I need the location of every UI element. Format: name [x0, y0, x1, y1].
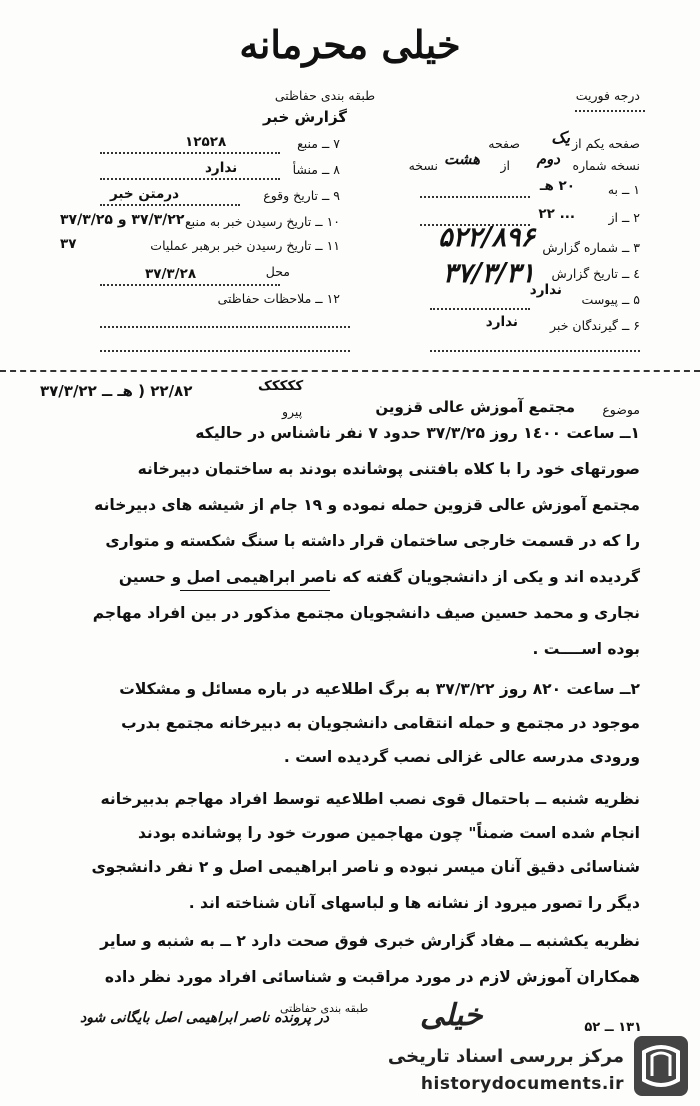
- body-line: نظریه یکشنبه ــ مفاد گزارش خبری فوق صحت دارد ۲ ــ به شنبه و سایر: [100, 932, 640, 950]
- body-line: را که در قسمت خارجی ساختمان قرار داشته با سنگ شکسته و متواری: [105, 532, 640, 550]
- body-line: انجام شده است ضمناً" چون مهاجمین صورت خود را پوشانده بودند: [137, 824, 640, 842]
- copy-number-label: نسخه شماره: [572, 158, 640, 173]
- field-date-value: درمتن خبر: [110, 186, 180, 202]
- dots: [100, 350, 350, 352]
- field-origin-value: ندارد: [205, 160, 238, 176]
- field-received-source-label: ۱۰ ــ تاریخ رسیدن خبر به منبع: [185, 214, 340, 229]
- dots: [430, 308, 530, 310]
- urgency-dots: [575, 110, 645, 112]
- dots: [100, 326, 350, 328]
- field-to-value: ۲۰ هـ: [539, 178, 575, 194]
- subject-sub-label: پیرو: [282, 404, 303, 419]
- report-date-handwritten: ۳۷/۳/۳۱: [442, 258, 535, 289]
- attachment-value: ندارد: [529, 282, 562, 298]
- field-security-notes-label: ۱۲ ــ ملاحظات حفاظتی: [217, 291, 340, 306]
- document-title: خیلی محرمانه: [239, 22, 461, 67]
- copy-total-handwritten: هشت: [443, 150, 480, 168]
- report-type: گزارش خبر: [262, 108, 348, 126]
- field-from-value: ۲۲ ...: [538, 206, 575, 222]
- body-line: ۱ــ ساعت ۱٤۰۰ روز ۳۷/۳/۲۵ حدود ۷ نفر ناشناس در حالیکه: [195, 424, 640, 442]
- body-line: نظریه شنبه ــ باحتمال قوی نصب اطلاعیه توسط افراد مهاجم بدبیرخانه: [100, 790, 640, 808]
- copy-of-label: از: [500, 158, 510, 173]
- copy-number-handwritten: دوم: [536, 150, 560, 168]
- field-origin-label: ۸ ــ منشأ: [292, 162, 340, 177]
- section-divider: [0, 370, 700, 372]
- archive-logo: [634, 1036, 688, 1096]
- urgency-label: درجه فوریت: [575, 88, 640, 103]
- subject-code: ۲۲/۸۲ ( هـ ــ ۳۷/۳/۲۲: [40, 382, 193, 400]
- field-place-label: محل: [265, 264, 290, 279]
- page-count-suffix: صفحه: [488, 136, 520, 151]
- body-line: صورتهای خود را با کلاه بافتنی پوشانده بودند به ساختمان دبیرخانه: [137, 460, 640, 478]
- field-from-label: ۲ ــ از: [608, 210, 640, 225]
- body-line: ۲ــ ساعت ۸۲۰ روز ۳۷/۳/۲۲ به برگ اطلاعیه در باره مسائل و مشکلات: [119, 680, 640, 698]
- report-date-label: ٤ ــ تاریخ گزارش: [551, 266, 640, 281]
- page-count-label: صفحه یکم از: [572, 136, 640, 151]
- dots: [100, 152, 280, 154]
- field-to-label: ۱ ــ به: [607, 182, 640, 197]
- field-source-value: ۱۲۵۲۸: [185, 134, 227, 150]
- report-number-label: ۳ ــ شماره گزارش: [542, 240, 640, 255]
- field-date-label: ۹ ــ تاریخ وقوع: [263, 188, 340, 203]
- dots: [430, 350, 640, 352]
- bottom-security-stamp: طبقه بندی حفاظتی: [280, 1002, 369, 1015]
- body-line: همکاران آموزش لازم در مورد مراقبت و شناسائی افراد مورد نظر داده: [104, 968, 640, 986]
- body-line: نجاری و محمد حسین صیف دانشجویان مجتمع مذکور در بین افراد مهاجم: [92, 604, 640, 622]
- classification-label: طبقه بندی حفاظتی: [274, 88, 376, 103]
- field-source-label: ۷ ــ منبع: [297, 136, 340, 151]
- field-received-leader-value: ۳۷: [60, 236, 77, 252]
- body-line: بوده اســــت .: [532, 640, 640, 658]
- archive-logo-icon: [634, 1036, 688, 1096]
- dots: [420, 196, 530, 198]
- report-number-handwritten: ۵۲۲/۸۹۶: [438, 222, 535, 253]
- body-line: مجتمع آموزش عالی قزوین حمله نموده و ۱۹ جام از شیشه های دبیرخانه: [94, 496, 640, 514]
- footer-website: historydocuments.ir: [420, 1074, 624, 1094]
- body-line: موجود در مجتمع و حمله انتقامی دانشجویان به دبیرخانه مجتمع بدرب: [121, 714, 640, 732]
- copy-suffix: نسخه: [408, 158, 438, 173]
- attachment-label: ۵ ــ پیوست: [581, 292, 640, 307]
- body-line: ورودی مدرسه عالی غزالی نصب گردیده است .: [283, 748, 640, 766]
- subject-text: مجتمع آموزش عالی قزوین: [375, 398, 575, 416]
- body-line: شناسائی دقیق آنان میسر نبوده و ناصر ابراهیمی اصل و ۲ نفر دانشجوی: [91, 858, 640, 876]
- dots: [100, 178, 280, 180]
- body-line: گردیده اند و یکی از دانشجویان گفته که ناصر ابراهیمی اصل و حسین: [118, 568, 640, 586]
- subject-code-mark: ککککک: [258, 378, 304, 394]
- recipients-label: ۶ ــ گیرندگان خبر: [550, 318, 640, 333]
- dots: [100, 204, 240, 206]
- name-underline: [180, 590, 330, 591]
- field-received-leader-label: ۱۱ ــ تاریخ رسیدن خبر برهبر عملیات: [150, 238, 340, 253]
- recipients-value: ندارد: [485, 314, 518, 330]
- field-received-source-value: ۳۷/۳/۲۲ و ۳۷/۳/۲۵: [60, 212, 185, 228]
- page-count-handwritten: یک: [551, 128, 570, 147]
- dots: [100, 284, 280, 286]
- field-place-value: ۳۷/۳/۲۸: [145, 266, 197, 282]
- subject-label: موضوع: [602, 402, 640, 417]
- bottom-classification-handwritten: خیلی: [420, 998, 483, 1033]
- body-line: دیگر را تصور میرود از نشانه ها و لباسهای آنان شناخته اند .: [188, 894, 640, 912]
- footer-org-name: مرکز بررسی اسناد تاریخی: [387, 1046, 624, 1067]
- bottom-number: ۱۳۱ ــ ۵۲: [584, 1020, 642, 1035]
- bottom-handwritten-note: در پرونده ناصر ابراهیمی اصل بایگانی شود: [80, 1010, 329, 1026]
